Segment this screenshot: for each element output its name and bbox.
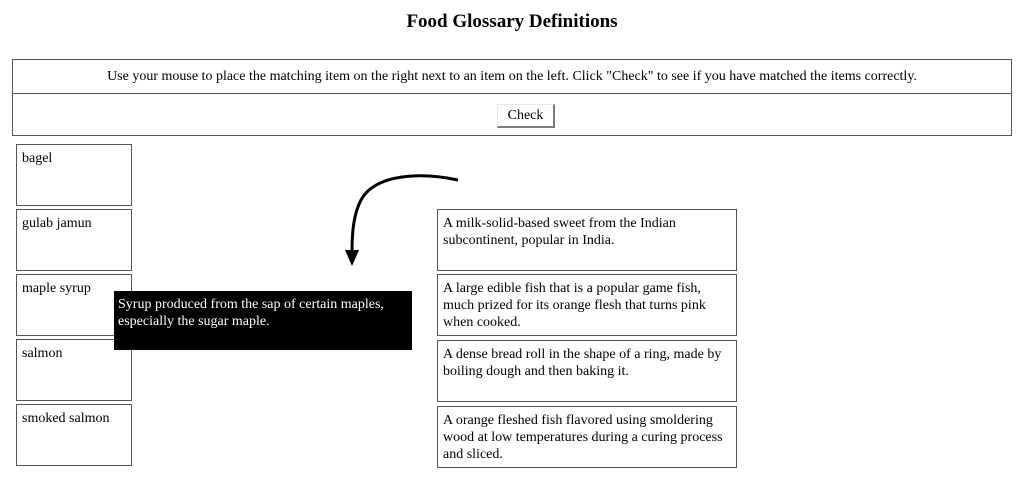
definition-smoked-salmon[interactable]: A orange fleshed fish flavored using smoldering wood at low temperatures during a curing process and sliced. — [437, 406, 737, 468]
instructions-text: Use your mouse to place the matching item on the right next to an item on the left. Click "Check" to see if you have matched the items correctly. — [107, 69, 917, 84]
instructions-panel — [12, 59, 1012, 136]
term-salmon[interactable]: salmon — [16, 339, 132, 401]
term-gulab-jamun[interactable]: gulab jamun — [16, 209, 132, 271]
term-bagel[interactable]: bagel — [16, 144, 132, 206]
definition-gulab-jamun[interactable]: A milk-solid-based sweet from the Indian subcontinent, popular in India. — [437, 209, 737, 271]
instructions-divider — [13, 93, 1011, 94]
page-title: Food Glossary Definitions — [406, 11, 618, 32]
definition-bagel[interactable]: A dense bread roll in the shape of a ring, made by boiling dough and then baking it. — [437, 340, 737, 402]
term-smoked-salmon[interactable]: smoked salmon — [16, 404, 132, 466]
curved-arrow-icon — [335, 170, 465, 275]
dragging-definition-maple-syrup[interactable]: Syrup produced from the sap of certain maples, especially the sugar maple. — [114, 291, 412, 350]
definition-salmon[interactable]: A large edible fish that is a popular game fish, much prized for its orange flesh that turns pink when cooked. — [437, 274, 737, 336]
check-button[interactable]: Check — [497, 104, 555, 128]
term-maple-syrup[interactable]: maple syrup — [16, 274, 132, 336]
